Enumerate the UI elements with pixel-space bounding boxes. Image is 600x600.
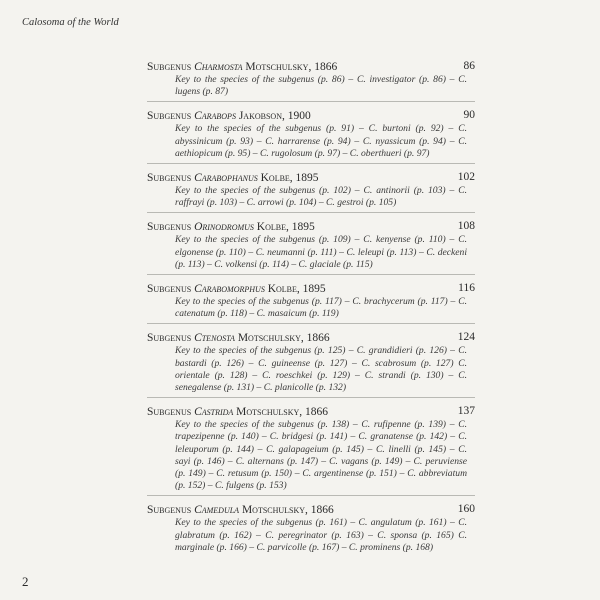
genus-name: Ctenosta	[194, 332, 235, 345]
page-number: 137	[457, 405, 475, 418]
folio-page-number: 2	[22, 574, 29, 589]
genus-name: Camedula	[194, 504, 240, 517]
subgenus-heading: Subgenus Carabops Jakobson, 1900	[147, 110, 311, 123]
key-text: Key to the species of the subgenus (p. 91) – C. burtoni (p. 92) – C. abyssinicum (p. 93) – C. harrarense (p. 94) – C. nyassicum (p. 94) – C. aethiopicum (p. 95) – C. rugolosum (p. 97) – C. oberthueri (p. 97)	[175, 123, 467, 159]
subgenus-heading: Subgenus Castrida Motschulsky, 1866	[147, 406, 329, 419]
subgenus-heading: Subgenus Charmosta Motschulsky, 1866	[147, 61, 338, 73]
subgenus-heading: Subgenus Carabophanus Kolbe, 1895	[147, 172, 319, 185]
key-text: Key to the species of the subgenus (p. 161) – C. angulatum (p. 161) – C. glabratum (p. 162) – C. peregrinator (p. 163) – C. sponsa (p. 165) C. marginale (p. 166) – C. parvicolle (p. 167) – C. prominens (p. 168)	[175, 517, 467, 553]
subgenus-heading: Subgenus Orinodromus Kolbe, 1895	[147, 221, 315, 234]
toc-entry	[147, 171, 475, 213]
genus-name: Orinodromus	[194, 221, 254, 234]
key-text: Key to the species of the subgenus (p. 86) – C. investigator (p. 86) – C. lugens (p. 87)	[175, 74, 467, 98]
page-number: 90	[463, 109, 475, 122]
key-text: Key to the species of the subgenus (p. 117) – C. brachycerum (p. 117) – C. catenatum (p. 118) – C. masaicum (p. 119)	[175, 296, 467, 320]
genus-name: Carabomorphus	[194, 283, 265, 296]
subgenus-heading: Subgenus Carabomorphus Kolbe, 1895	[147, 283, 326, 296]
genus-name: Carabops	[194, 110, 236, 123]
subgenus-heading: Subgenus Camedula Motschulsky, 1866	[147, 504, 334, 517]
key-text: Key to the species of the subgenus (p. 125) – C. grandidieri (p. 126) – C. bastardi (p. 126) – C. guineense (p. 127) – C. scabrosum (p. 127) C. orientale (p. 128) – C. roeschkei (p. 129) – C. strandi (p. 130) – C. senegalense (p. 131) – C. planicolle (p. 132)	[175, 345, 467, 394]
toc-entry	[147, 503, 475, 557]
toc-entry	[147, 109, 475, 164]
toc-entry	[147, 331, 475, 398]
running-head: Calosoma of the World	[22, 17, 119, 28]
page-number: 108	[457, 220, 475, 233]
genus-name: Castrida	[194, 406, 234, 419]
toc-entry	[147, 405, 475, 496]
toc-entry	[147, 60, 475, 102]
toc-entry	[147, 282, 475, 324]
key-text: Key to the species of the subgenus (p. 102) – C. antinorii (p. 103) – C. raffrayi (p. 103) – C. arrowi (p. 104) – C. gestroi (p. 105)	[175, 185, 467, 209]
table-of-contents	[147, 60, 475, 564]
page-number: 102	[457, 171, 475, 184]
key-text: Key to the species of the subgenus (p. 138) – C. rufipenne (p. 139) – C. trapezipenne (p. 140) – C. bridgesi (p. 141) – C. granatense (p. 142) – C. leleuporum (p. 144) – C. galapageium (p. 145) – C. linelli (p. 145) – C. sayi (p. 146) – C. alternans (p. 147) – C. vagans (p. 149) – C. peruviense (p. 149) – C. retusum (p. 150) – C. argentinense (p. 151) – C. abbreviatum (p. 152) – C. fulgens (p. 153)	[175, 419, 467, 492]
genus-name: Charmosta	[194, 61, 243, 73]
genus-name: Carabophanus	[194, 172, 258, 185]
key-text: Key to the species of the subgenus (p. 109) – C. kenyense (p. 110) – C. elgonense (p. 110) – C. neumanni (p. 111) – C. leleupi (p. 113) – C. deckeni (p. 113) – C. volkensi (p. 114) – C. glaciale (p. 115)	[175, 234, 467, 270]
toc-entry	[147, 220, 475, 275]
page-number: 116	[458, 282, 475, 295]
page-number: 86	[463, 60, 475, 72]
page-number: 160	[457, 503, 475, 516]
subgenus-heading: Subgenus Ctenosta Motschulsky, 1866	[147, 332, 330, 345]
page-number: 124	[457, 331, 475, 344]
